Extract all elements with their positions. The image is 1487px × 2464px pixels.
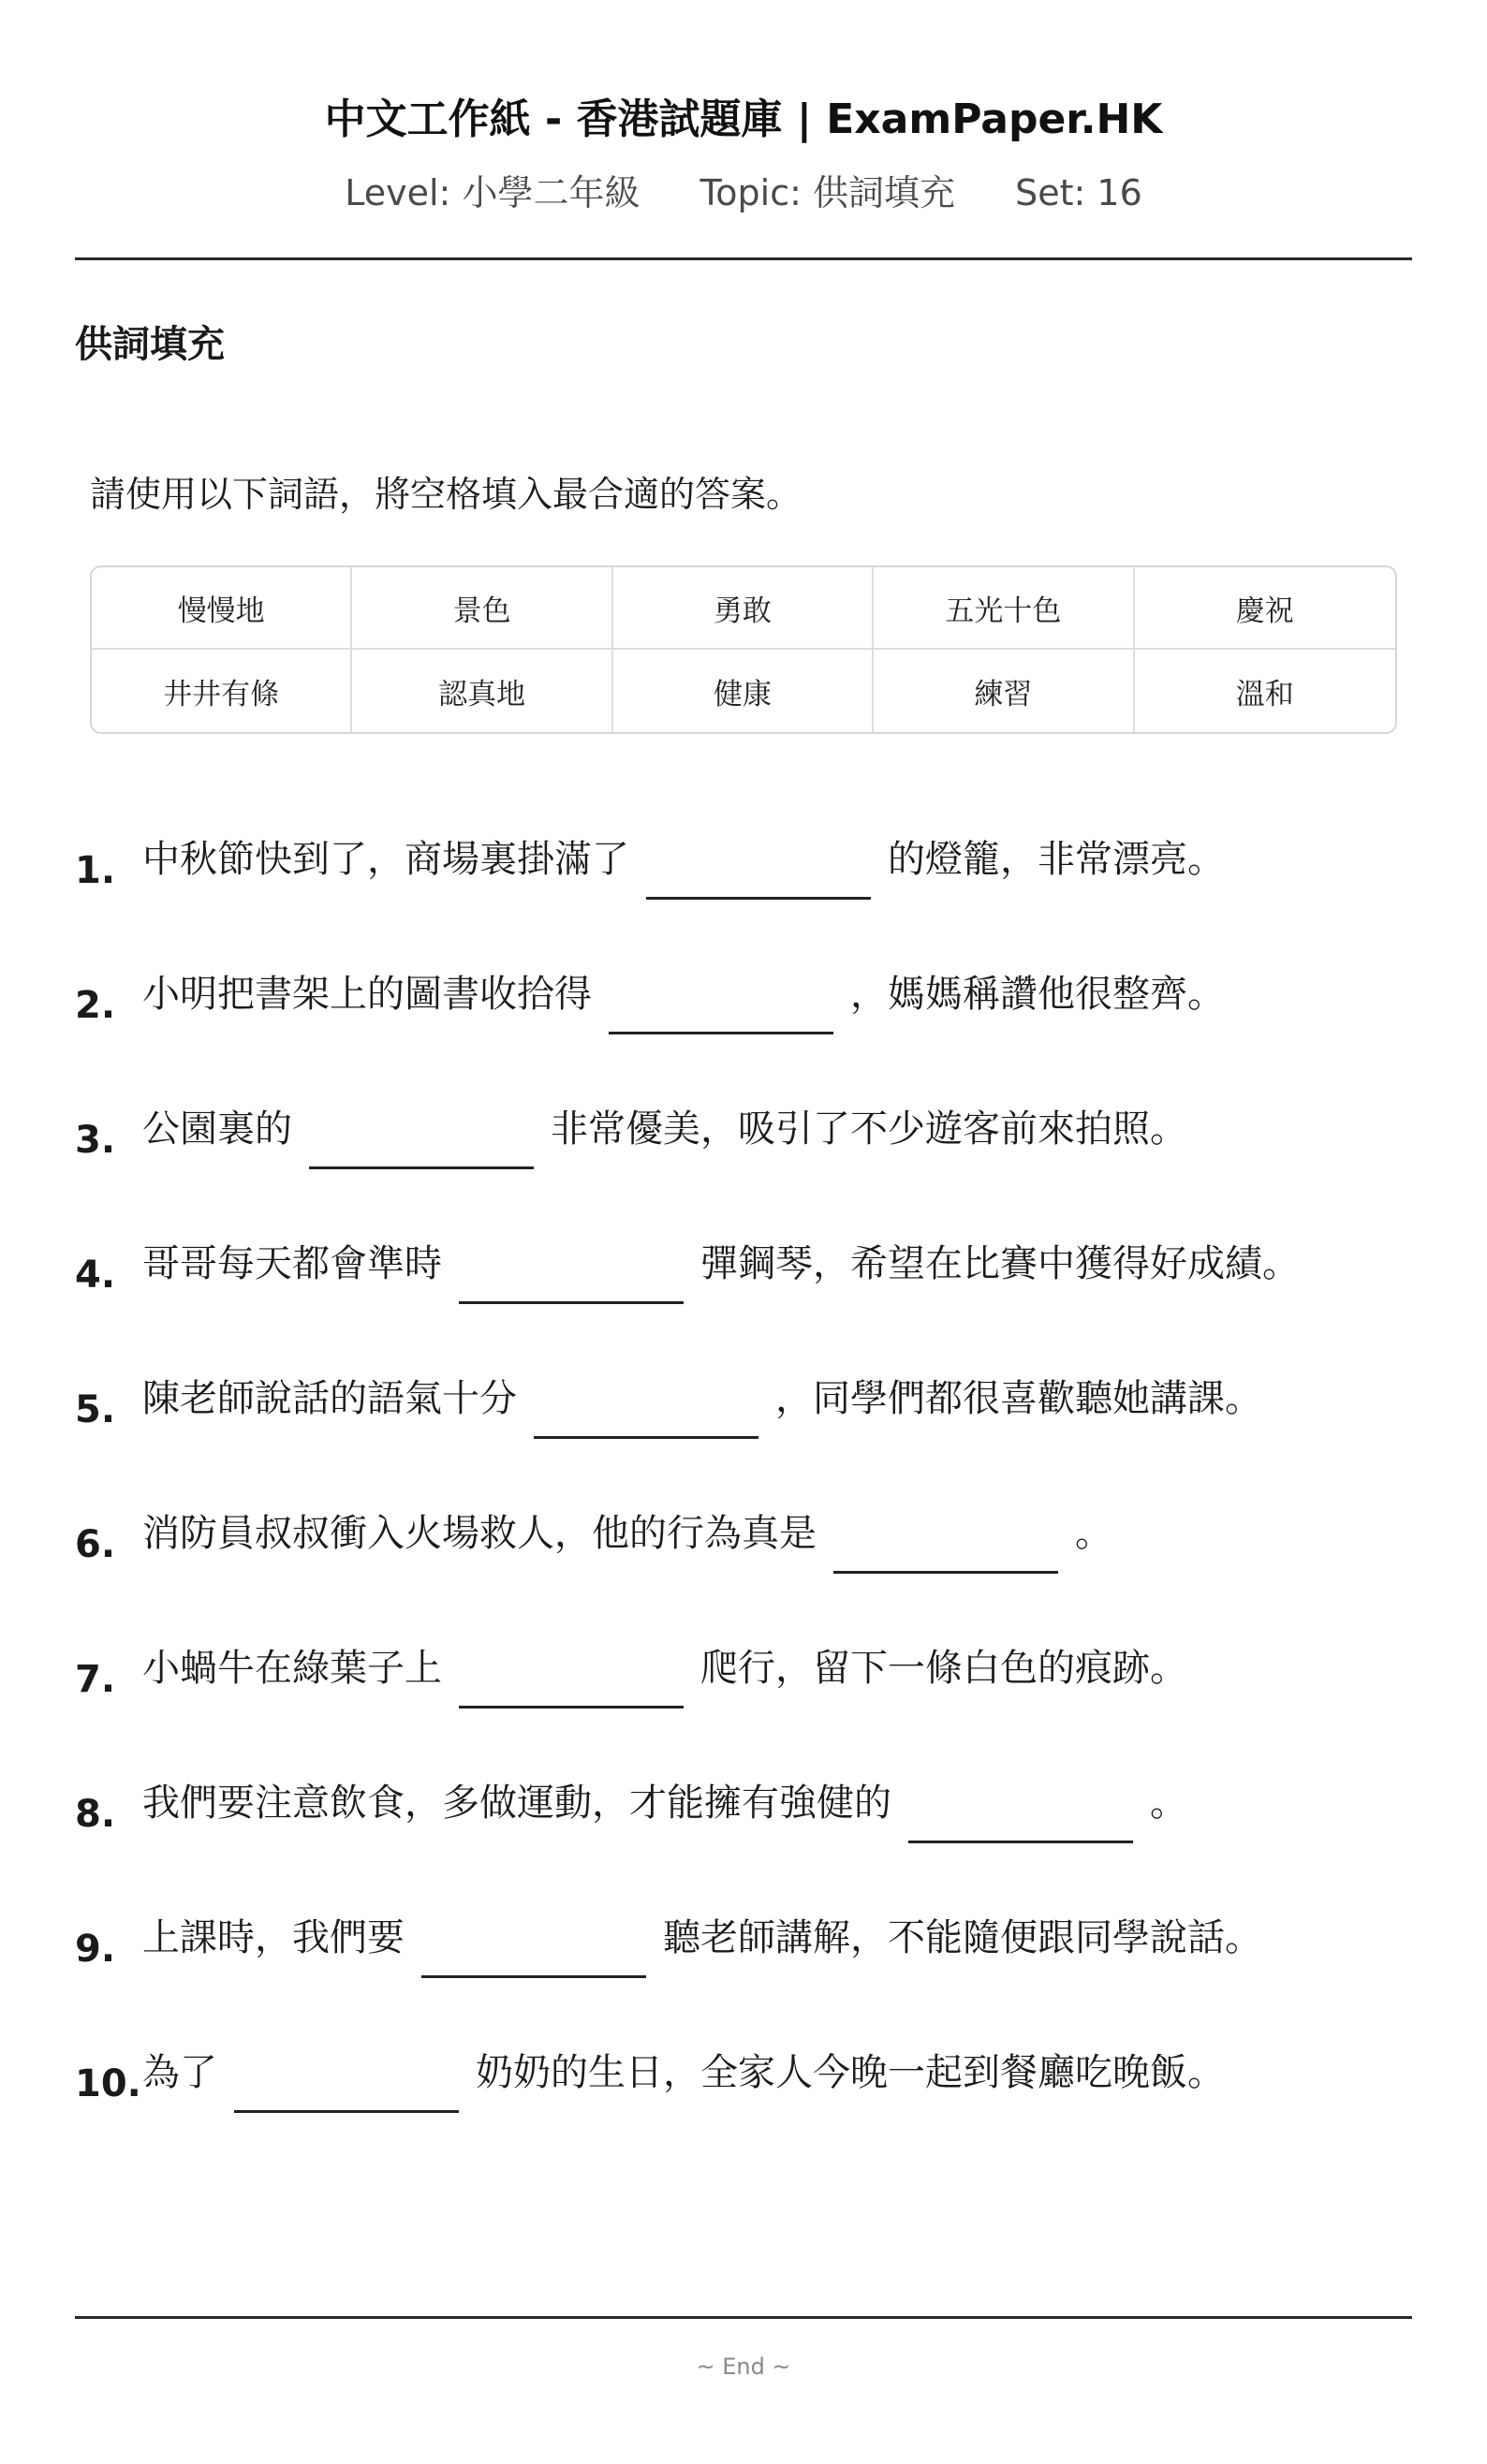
worksheet-header <box>75 86 1412 217</box>
word-bank-cell: 溫和 <box>1235 677 1294 711</box>
question-item <box>75 1910 1414 2045</box>
question-text <box>142 831 1225 900</box>
word-bank-table <box>90 565 1397 734</box>
question-number: 1. <box>75 849 116 892</box>
question-number: 3. <box>75 1119 116 1162</box>
page-title: 中文工作紙 - 香港試題庫 | ExamPaper.HK <box>324 95 1163 143</box>
answer-blank[interactable] <box>833 1505 1058 1574</box>
question-text-before: 小明把書架上的圖書收拾得 <box>142 973 592 1016</box>
question-item <box>75 1775 1414 1910</box>
question-text <box>142 1101 1187 1169</box>
answer-blank[interactable] <box>309 1101 534 1169</box>
worksheet-meta <box>75 169 1412 217</box>
question-number: 9. <box>75 1928 116 1971</box>
answer-blank[interactable] <box>534 1371 758 1439</box>
question-text-before: 陳老師說話的語氣十分 <box>142 1377 517 1420</box>
question-text-after: 聽老師講解，不能隨便跟同學說話。 <box>663 1916 1262 1959</box>
word-bank-cell: 勇敢 <box>613 567 874 650</box>
instruction-text: 請使用以下詞語，將空格填入最合適的答案。 <box>90 474 802 515</box>
question-item <box>75 1640 1414 1775</box>
word-bank-cell: 景色 <box>352 567 612 650</box>
question-text-before: 中秋節快到了，商場裏掛滿了 <box>142 838 629 881</box>
question-item <box>75 966 1414 1101</box>
answer-blank[interactable] <box>609 966 833 1034</box>
set-label: Set: 16 <box>1015 172 1142 213</box>
question-text-before: 上課時，我們要 <box>142 1916 405 1959</box>
word-bank-cell: 健康 <box>613 650 874 732</box>
topic-label: Topic: 供詞填充 <box>699 172 956 213</box>
question-item <box>75 1101 1414 1236</box>
footer-divider <box>75 2316 1412 2319</box>
question-number: 10. <box>75 2062 141 2105</box>
word-bank-cell: 井井有條 <box>92 650 352 732</box>
question-text <box>142 1505 1112 1574</box>
question-text <box>142 1640 1187 1709</box>
question-text-after: ，同學們都很喜歡聽她講課。 <box>775 1377 1262 1420</box>
question-item <box>75 1236 1414 1371</box>
level-label: Level: 小學二年級 <box>345 172 640 213</box>
question-text <box>142 1910 1262 1978</box>
word-bank-cell: 認真地 <box>352 650 612 732</box>
question-text <box>142 1236 1300 1304</box>
word-bank-cell: 慶祝 <box>1135 567 1395 650</box>
question-text <box>142 1371 1262 1439</box>
word-bank-cell: 五光十色 <box>874 567 1134 650</box>
question-text <box>142 2045 1225 2113</box>
question-number: 6. <box>75 1523 116 1566</box>
question-number: 7. <box>75 1658 116 1701</box>
header-divider <box>75 257 1412 260</box>
answer-blank[interactable] <box>908 1775 1133 1843</box>
question-text <box>142 1775 1187 1843</box>
answer-blank[interactable] <box>459 1640 684 1709</box>
question-text-after: 。 <box>1075 1512 1112 1555</box>
answer-blank[interactable] <box>421 1910 646 1978</box>
question-item <box>75 1371 1414 1505</box>
question-text-after: 奶奶的生日，全家人今晚一起到餐廳吃晚飯。 <box>476 2051 1225 2094</box>
question-number: 2. <box>75 984 116 1027</box>
question-text-after: ，媽媽稱讚他很整齊。 <box>850 973 1225 1016</box>
question-item <box>75 831 1414 966</box>
question-text-before: 小蝸牛在綠葉子上 <box>142 1647 442 1690</box>
question-text-after: 的燈籠，非常漂亮。 <box>888 838 1225 881</box>
question-text-before: 公園裏的 <box>142 1107 292 1151</box>
question-number: 5. <box>75 1388 116 1431</box>
question-list <box>75 831 1414 2179</box>
answer-blank[interactable] <box>646 831 871 900</box>
question-number: 8. <box>75 1793 116 1836</box>
question-text-before: 哥哥每天都會準時 <box>142 1242 442 1285</box>
question-text-after: 非常優美，吸引了不少遊客前來拍照。 <box>551 1107 1187 1151</box>
question-text-after: 爬行，留下一條白色的痕跡。 <box>700 1647 1187 1690</box>
section-title: 供詞填充 <box>75 323 225 366</box>
answer-blank[interactable] <box>234 2045 459 2113</box>
question-text-before: 消防員叔叔衝入火場救人，他的行為真是 <box>142 1512 817 1555</box>
question-text <box>142 966 1225 1034</box>
answer-blank[interactable] <box>459 1236 684 1304</box>
question-text-before: 為了 <box>142 2051 217 2094</box>
word-bank-cell: 練習 <box>874 650 1134 732</box>
word-bank-cell: 慢慢地 <box>92 567 352 650</box>
question-text-before: 我們要注意飲食，多做運動，才能擁有強健的 <box>142 1782 891 1825</box>
question-text-after: 。 <box>1150 1782 1187 1825</box>
question-text-after: 彈鋼琴，希望在比賽中獲得好成績。 <box>700 1242 1300 1285</box>
end-marker: ~ End ~ <box>696 2354 791 2380</box>
question-item <box>75 1505 1414 1640</box>
question-number: 4. <box>75 1254 116 1297</box>
question-item <box>75 2045 1414 2179</box>
